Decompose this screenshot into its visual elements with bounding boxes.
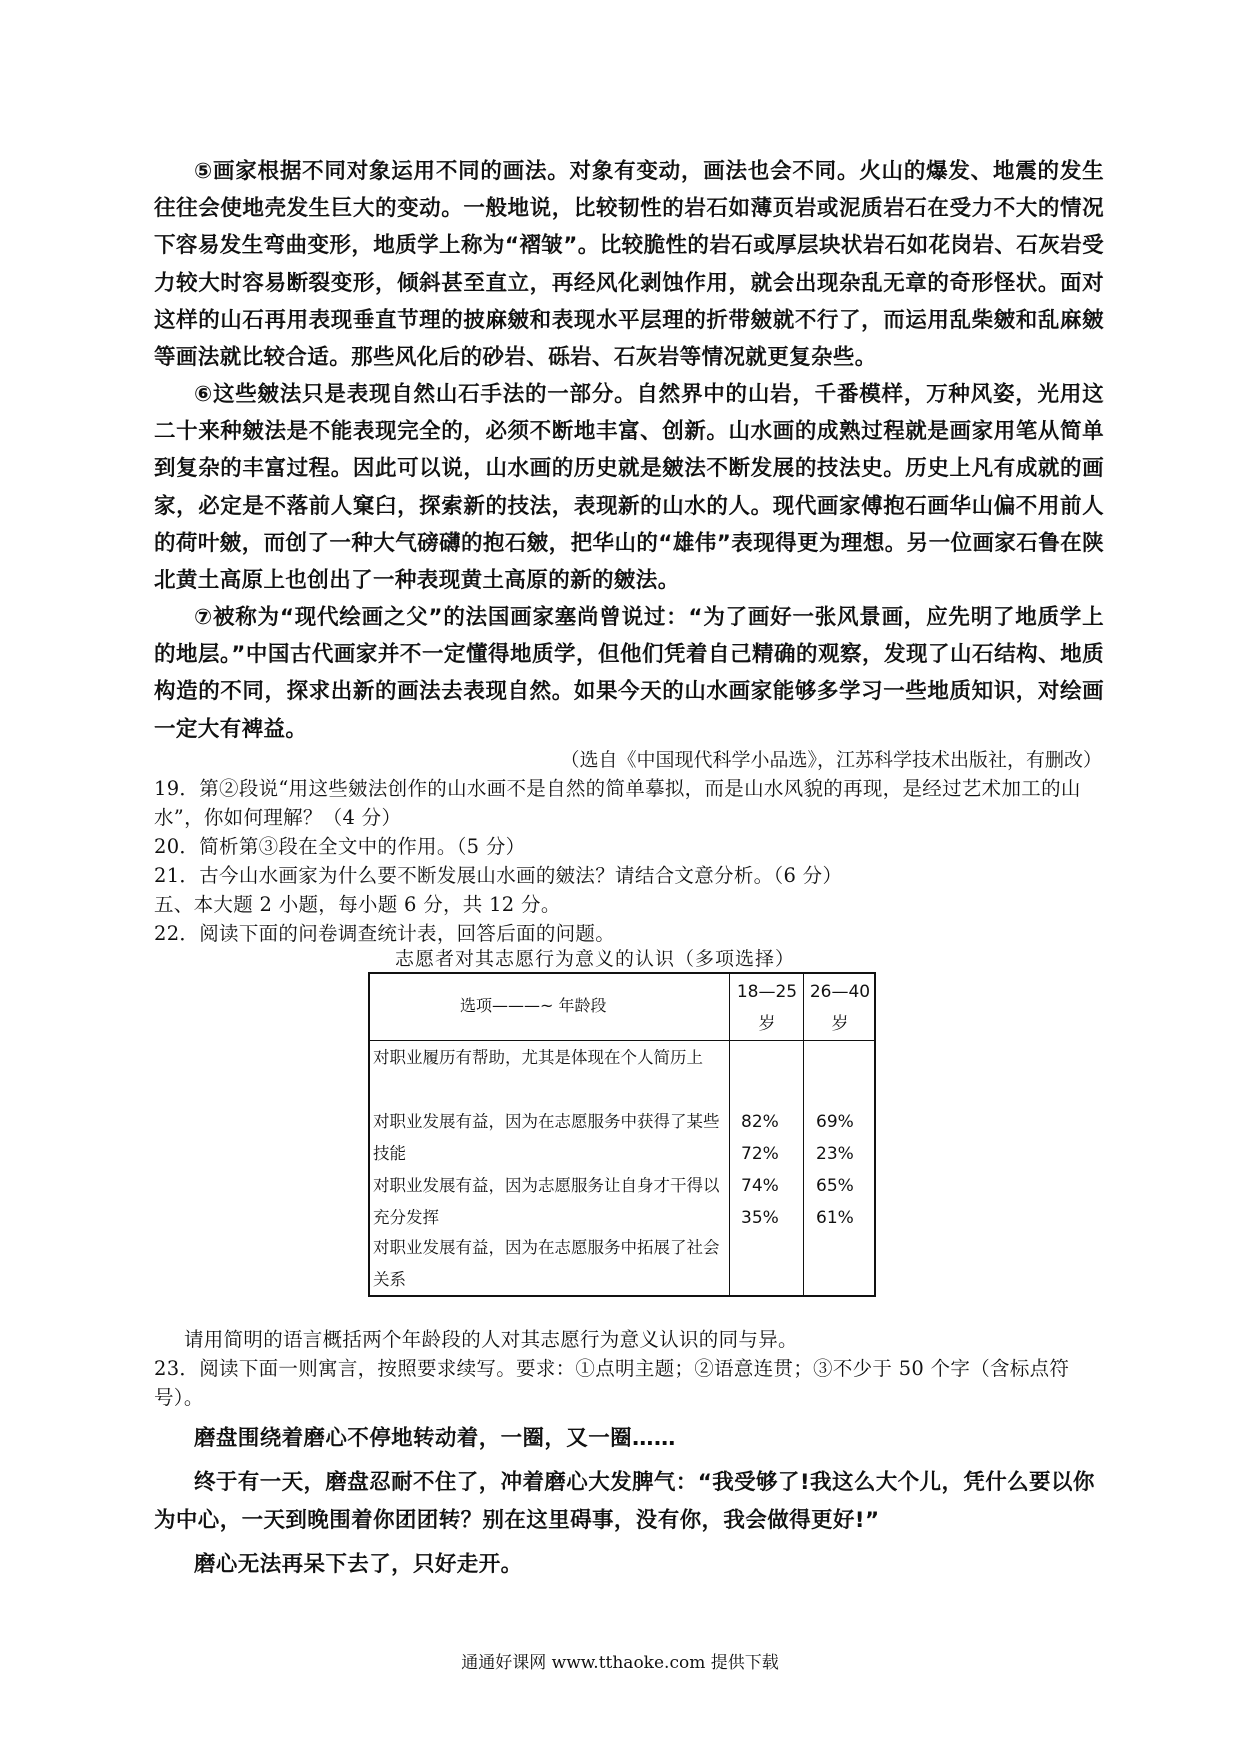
fable-line-2: 终于有一天，磨盘忍耐不住了，冲着磨心大发脾气：“我受够了!我这么大个儿，凭什么要以你为中心，一天到晚围着你团团转？别在这里碍事，没有你，我会做得更好!” — [154, 1470, 1095, 1533]
option-2: 对职业发展有益，因为在志愿服务中获得了某些技能 — [373, 1112, 720, 1163]
cell-age2-4: 61% — [816, 1208, 854, 1228]
question-22: 22．阅读下面的问卷调查统计表，回答后面的问题。 — [154, 922, 616, 945]
option-3: 对职业发展有益，因为志愿服务让自身才干得以充分发挥 — [373, 1176, 720, 1227]
survey-table — [368, 972, 876, 1297]
fable-line-1: 磨盘围绕着磨心不停地转动着，一圈，又一圈…… — [194, 1426, 676, 1451]
paragraph-7: ⑦被称为“现代绘画之父”的法国画家塞尚曾说过：“为了画好一张风景画，应先明了地质学上的地层。”中国古代画家并不一定懂得地质学，但他们凭着自己精确的观察，发现了山石结构、地质构造的不同，探求出新的画法去表现自然。如果今天的山水画家能够多学习一些地质知识，对绘画一定大有裨益。 — [154, 605, 1104, 742]
section-5-heading: 五、本大题 2 小题，每小题 6 分，共 12 分。 — [154, 893, 561, 916]
table-title: 志愿者对其志愿行为意义的认识（多项选择） — [395, 948, 796, 970]
paragraph-6: ⑥这些皴法只是表现自然山石手法的一部分。自然界中的山岩，千番模样，万种风姿，光用这二十来种皴法是不能表现完全的，必须不断地丰富、创新。山水画的成熟过程就是画家用笔从简单到复杂的丰富过程。因此可以说，山水画的历史就是皴法不断发展的技法史。历史上凡有成就的画家，必定是不落前人窠臼，探索新的技法，表现新的山水的人。现代画家傅抱石画华山偏不用前人的荷叶皴，而创了一种大气磅礴的抱石皴，把华山的“雄伟”表现得更为理想。另一位画家石鲁在陕北黄土高原上也创出了一种表现黄土高原的新的皴法。 — [154, 382, 1104, 594]
header-age-18-25: 18—25 岁 — [736, 982, 798, 1034]
cell-age1-1: 82% — [741, 1112, 779, 1132]
question-21: 21．古今山水画家为什么要不断发展山水画的皴法？请结合文意分析。（6 分） — [154, 864, 843, 887]
question-23: 23．阅读下面一则寓言，按照要求续写。要求：①点明主题；②语意连贯；③不少于 50 个字（含标点符号）。 — [154, 1357, 1070, 1409]
cell-age2-1: 69% — [816, 1112, 854, 1132]
footer-watermark: 通通好课网 www.tthaoke.com 提供下载 — [461, 1653, 779, 1673]
cell-age1-3: 74% — [741, 1176, 779, 1196]
header-option: 选项———~ 年龄段 — [460, 996, 607, 1015]
cell-age2-3: 65% — [816, 1176, 854, 1196]
source-citation: （选自《中国现代科学小品选》，江苏科学技术出版社，有删改） — [560, 749, 1102, 771]
cell-age2-2: 23% — [816, 1144, 854, 1164]
cell-age1-2: 72% — [741, 1144, 779, 1164]
fable-line-3: 磨心无法再呆下去了，只好走开。 — [194, 1552, 523, 1577]
cell-age1-4: 35% — [741, 1208, 779, 1228]
option-1: 对职业履历有帮助，尤其是体现在个人简历上 — [373, 1048, 703, 1067]
paragraph-5: ⑤画家根据不同对象运用不同的画法。对象有变动，画法也会不同。火山的爆发、地震的发生往往会使地壳发生巨大的变动。一般地说，比较韧性的岩石如薄页岩或泥质岩石在受力不大的情况下容易发生弯曲变形，地质学上称为“褶皱”。比较脆性的岩石或厚层块状岩石如花岗岩、石灰岩受力较大时容易断裂变形，倾斜甚至直立，再经风化剥蚀作用，就会出现杂乱无章的奇形怪状。面对这样的山石再用表现垂直节理的披麻皴和表现水平层理的折带皴就不行了，而运用乱柴皴和乱麻皴等画法就比较合适。那些风化后的砂岩、砾岩、石灰岩等情况就更复杂些。 — [154, 159, 1104, 371]
header-age-26-40: 26—40 岁 — [809, 982, 871, 1034]
question-19: 19．第②段说“用这些皴法创作的山水画不是自然的简单摹拟，而是山水风貌的再现，是经过艺术加工的山水”，你如何理解？（4 分） — [154, 777, 1081, 829]
question-20: 20．简析第③段在全文中的作用。（5 分） — [154, 835, 526, 858]
option-4: 对职业发展有益，因为在志愿服务中拓展了社会关系 — [373, 1238, 720, 1289]
question-22-prompt: 请用简明的语言概括两个年龄段的人对其志愿行为意义认识的同与异。 — [184, 1328, 798, 1351]
column-divider — [729, 974, 730, 1295]
